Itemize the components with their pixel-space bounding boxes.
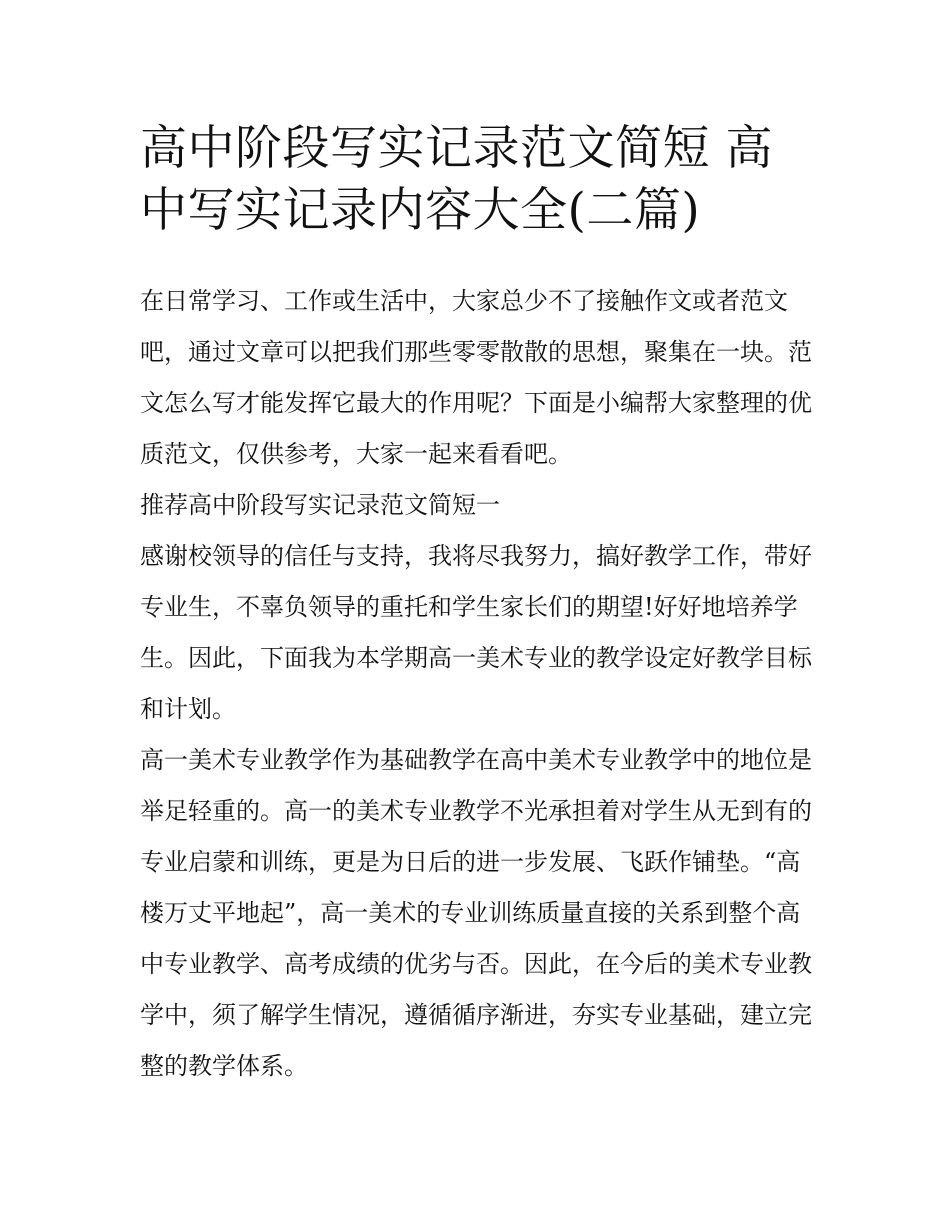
intro-paragraph: 在日常学习、工作或生活中，大家总少不了接触作文或者范文吧，通过文章可以把我们那些零零散散的思想，聚集在一块。范文怎么写才能发挥它最大的作用呢？下面是小编帮大家整理的优质范文，仅供参考，大家一起来看看吧。 (140, 287, 812, 468)
section-heading: 推荐高中阶段写实记录范文简短一 (140, 491, 500, 519)
document-body (140, 276, 820, 1092)
body-paragraph: 高一美术专业教学作为基础教学在高中美术专业教学中的地位是举足轻重的。高一的美术专业教学不光承担着对学生从无到有的专业启蒙和训练，更是为日后的进一步发展、飞跃作铺垫。“高楼万丈平地起”，高一美术的专业训练质量直接的关系到整个高中专业教学、高考成绩的优劣与否。因此，在今后的美术专业教学中，须了解学生情况，遵循循序渐进，夯实专业基础，建立完整的教学体系。 (140, 746, 812, 1080)
body-paragraph: 感谢校领导的信任与支持，我将尽我努力，搞好教学工作，带好专业生，不辜负领导的重托和学生家长们的期望!好好地培养学生。因此，下面我为本学期高一美术专业的教学设定好教学目标和计划。 (140, 542, 812, 723)
document-title: 高中阶段写实记录范文简短 高中写实记录内容大全(二篇) (140, 121, 773, 238)
